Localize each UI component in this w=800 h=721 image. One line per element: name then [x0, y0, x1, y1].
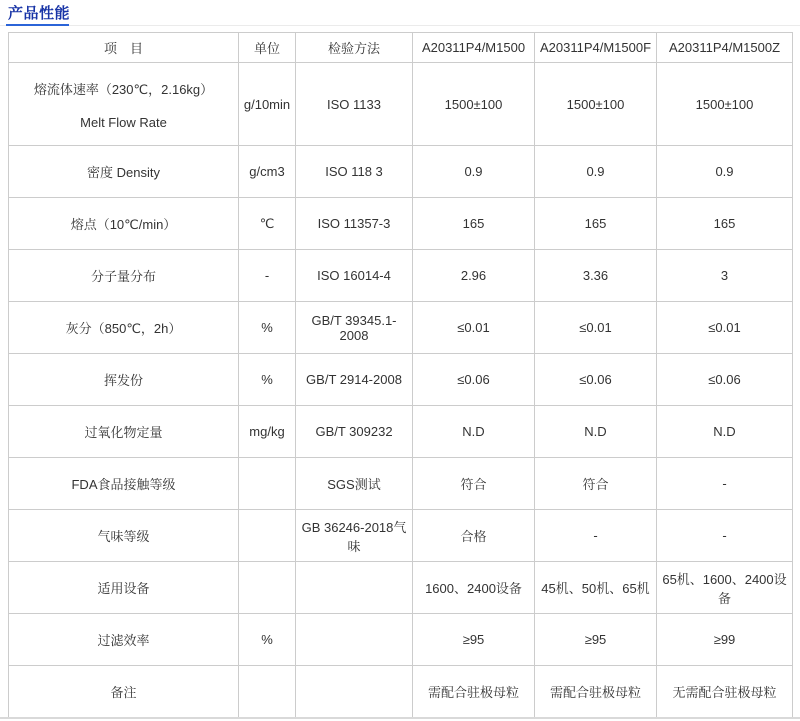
- cell-item: 密度 Density: [9, 146, 239, 198]
- cell-value: ≥95: [413, 614, 535, 666]
- table-row-peroxide: [9, 406, 793, 458]
- cell-value: 1500±100: [535, 63, 657, 146]
- cell-value: ≤0.01: [657, 302, 793, 354]
- item-label-cn: 熔流体速率（230℃，2.16kg）: [33, 81, 214, 97]
- cell-value: 3: [657, 250, 793, 302]
- cell-method: ISO 11357-3: [296, 198, 413, 250]
- cell-value: 无需配合驻极母粒: [657, 666, 793, 718]
- product-spec-table: [8, 32, 793, 718]
- cell-value: N.D: [657, 406, 793, 458]
- cell-value: 符合: [535, 458, 657, 510]
- column-header-unit: 单位: [239, 33, 296, 63]
- cell-value: ≥99: [657, 614, 793, 666]
- cell-value: ≤0.06: [413, 354, 535, 406]
- cell-unit: [239, 458, 296, 510]
- cell-unit: g/10min: [239, 63, 296, 146]
- cell-value: -: [657, 458, 793, 510]
- cell-value: 165: [535, 198, 657, 250]
- cell-value: 3.36: [535, 250, 657, 302]
- cell-unit: [239, 510, 296, 562]
- cell-method: SGS测试: [296, 458, 413, 510]
- cell-unit: %: [239, 614, 296, 666]
- table-row-melt-flow-rate: [9, 63, 793, 146]
- section-header: [0, 0, 800, 21]
- cell-value: 符合: [413, 458, 535, 510]
- cell-unit: g/cm3: [239, 146, 296, 198]
- cell-value: 0.9: [657, 146, 793, 198]
- table-row-fda-food-contact: [9, 458, 793, 510]
- cell-value: 1500±100: [413, 63, 535, 146]
- cell-value: N.D: [413, 406, 535, 458]
- cell-value: 65机、1600、2400设备: [657, 562, 793, 614]
- cell-method: GB 36246-2018气味: [296, 510, 413, 562]
- title-underline-accent: [6, 24, 69, 26]
- table-row-ash: [9, 302, 793, 354]
- cell-value: ≤0.01: [413, 302, 535, 354]
- cell-item: [9, 63, 239, 146]
- cell-item: 过滤效率: [9, 614, 239, 666]
- table-row-density: [9, 146, 793, 198]
- cell-method: ISO 118 3: [296, 146, 413, 198]
- cell-value: 0.9: [413, 146, 535, 198]
- column-header-item: 项 目: [9, 33, 239, 63]
- cell-item: 备注: [9, 666, 239, 718]
- cell-value: 165: [413, 198, 535, 250]
- cell-value: 2.96: [413, 250, 535, 302]
- cell-value: 165: [657, 198, 793, 250]
- table-row-remarks: [9, 666, 793, 718]
- column-header-grade-m1500z: A20311P4/M1500Z: [657, 33, 793, 63]
- page-bottom-divider: [0, 717, 800, 719]
- cell-value: ≤0.01: [535, 302, 657, 354]
- cell-value: 需配合驻极母粒: [413, 666, 535, 718]
- cell-method: GB/T 39345.1-2008: [296, 302, 413, 354]
- cell-method: [296, 614, 413, 666]
- cell-unit: -: [239, 250, 296, 302]
- cell-value: -: [535, 510, 657, 562]
- item-label-en: Melt Flow Rate: [80, 114, 167, 130]
- cell-item: 挥发份: [9, 354, 239, 406]
- cell-method: GB/T 309232: [296, 406, 413, 458]
- cell-item: 过氧化物定量: [9, 406, 239, 458]
- cell-method: [296, 666, 413, 718]
- cell-unit: mg/kg: [239, 406, 296, 458]
- cell-unit: %: [239, 354, 296, 406]
- table-row-molecular-weight-distribution: [9, 250, 793, 302]
- cell-value: 1600、2400设备: [413, 562, 535, 614]
- cell-value: N.D: [535, 406, 657, 458]
- cell-item: FDA食品接触等级: [9, 458, 239, 510]
- cell-value: -: [657, 510, 793, 562]
- table-row-odor-grade: [9, 510, 793, 562]
- cell-value: 45机、50机、65机: [535, 562, 657, 614]
- cell-item: 灰分（850℃，2h）: [9, 302, 239, 354]
- table-row-applicable-equipment: [9, 562, 793, 614]
- table-header-row: [9, 33, 793, 63]
- cell-method: ISO 16014-4: [296, 250, 413, 302]
- title-divider: [0, 25, 800, 26]
- cell-value: 0.9: [535, 146, 657, 198]
- column-header-method: 检验方法: [296, 33, 413, 63]
- cell-value: 1500±100: [657, 63, 793, 146]
- table-row-filtration-efficiency: [9, 614, 793, 666]
- cell-value: ≥95: [535, 614, 657, 666]
- cell-item: 气味等级: [9, 510, 239, 562]
- cell-method: GB/T 2914-2008: [296, 354, 413, 406]
- table-row-volatiles: [9, 354, 793, 406]
- page-title: 产品性能: [8, 5, 71, 22]
- cell-method: [296, 562, 413, 614]
- cell-unit: %: [239, 302, 296, 354]
- cell-unit: [239, 562, 296, 614]
- cell-value: ≤0.06: [657, 354, 793, 406]
- cell-method: ISO 1133: [296, 63, 413, 146]
- cell-item: 熔点（10℃/min）: [9, 198, 239, 250]
- column-header-grade-m1500f: A20311P4/M1500F: [535, 33, 657, 63]
- cell-unit: ℃: [239, 198, 296, 250]
- cell-value: ≤0.06: [535, 354, 657, 406]
- cell-item: 适用设备: [9, 562, 239, 614]
- column-header-grade-m1500: A20311P4/M1500: [413, 33, 535, 63]
- cell-value: 合格: [413, 510, 535, 562]
- table-row-melting-point: [9, 198, 793, 250]
- cell-value: 需配合驻极母粒: [535, 666, 657, 718]
- cell-unit: [239, 666, 296, 718]
- cell-item: 分子量分布: [9, 250, 239, 302]
